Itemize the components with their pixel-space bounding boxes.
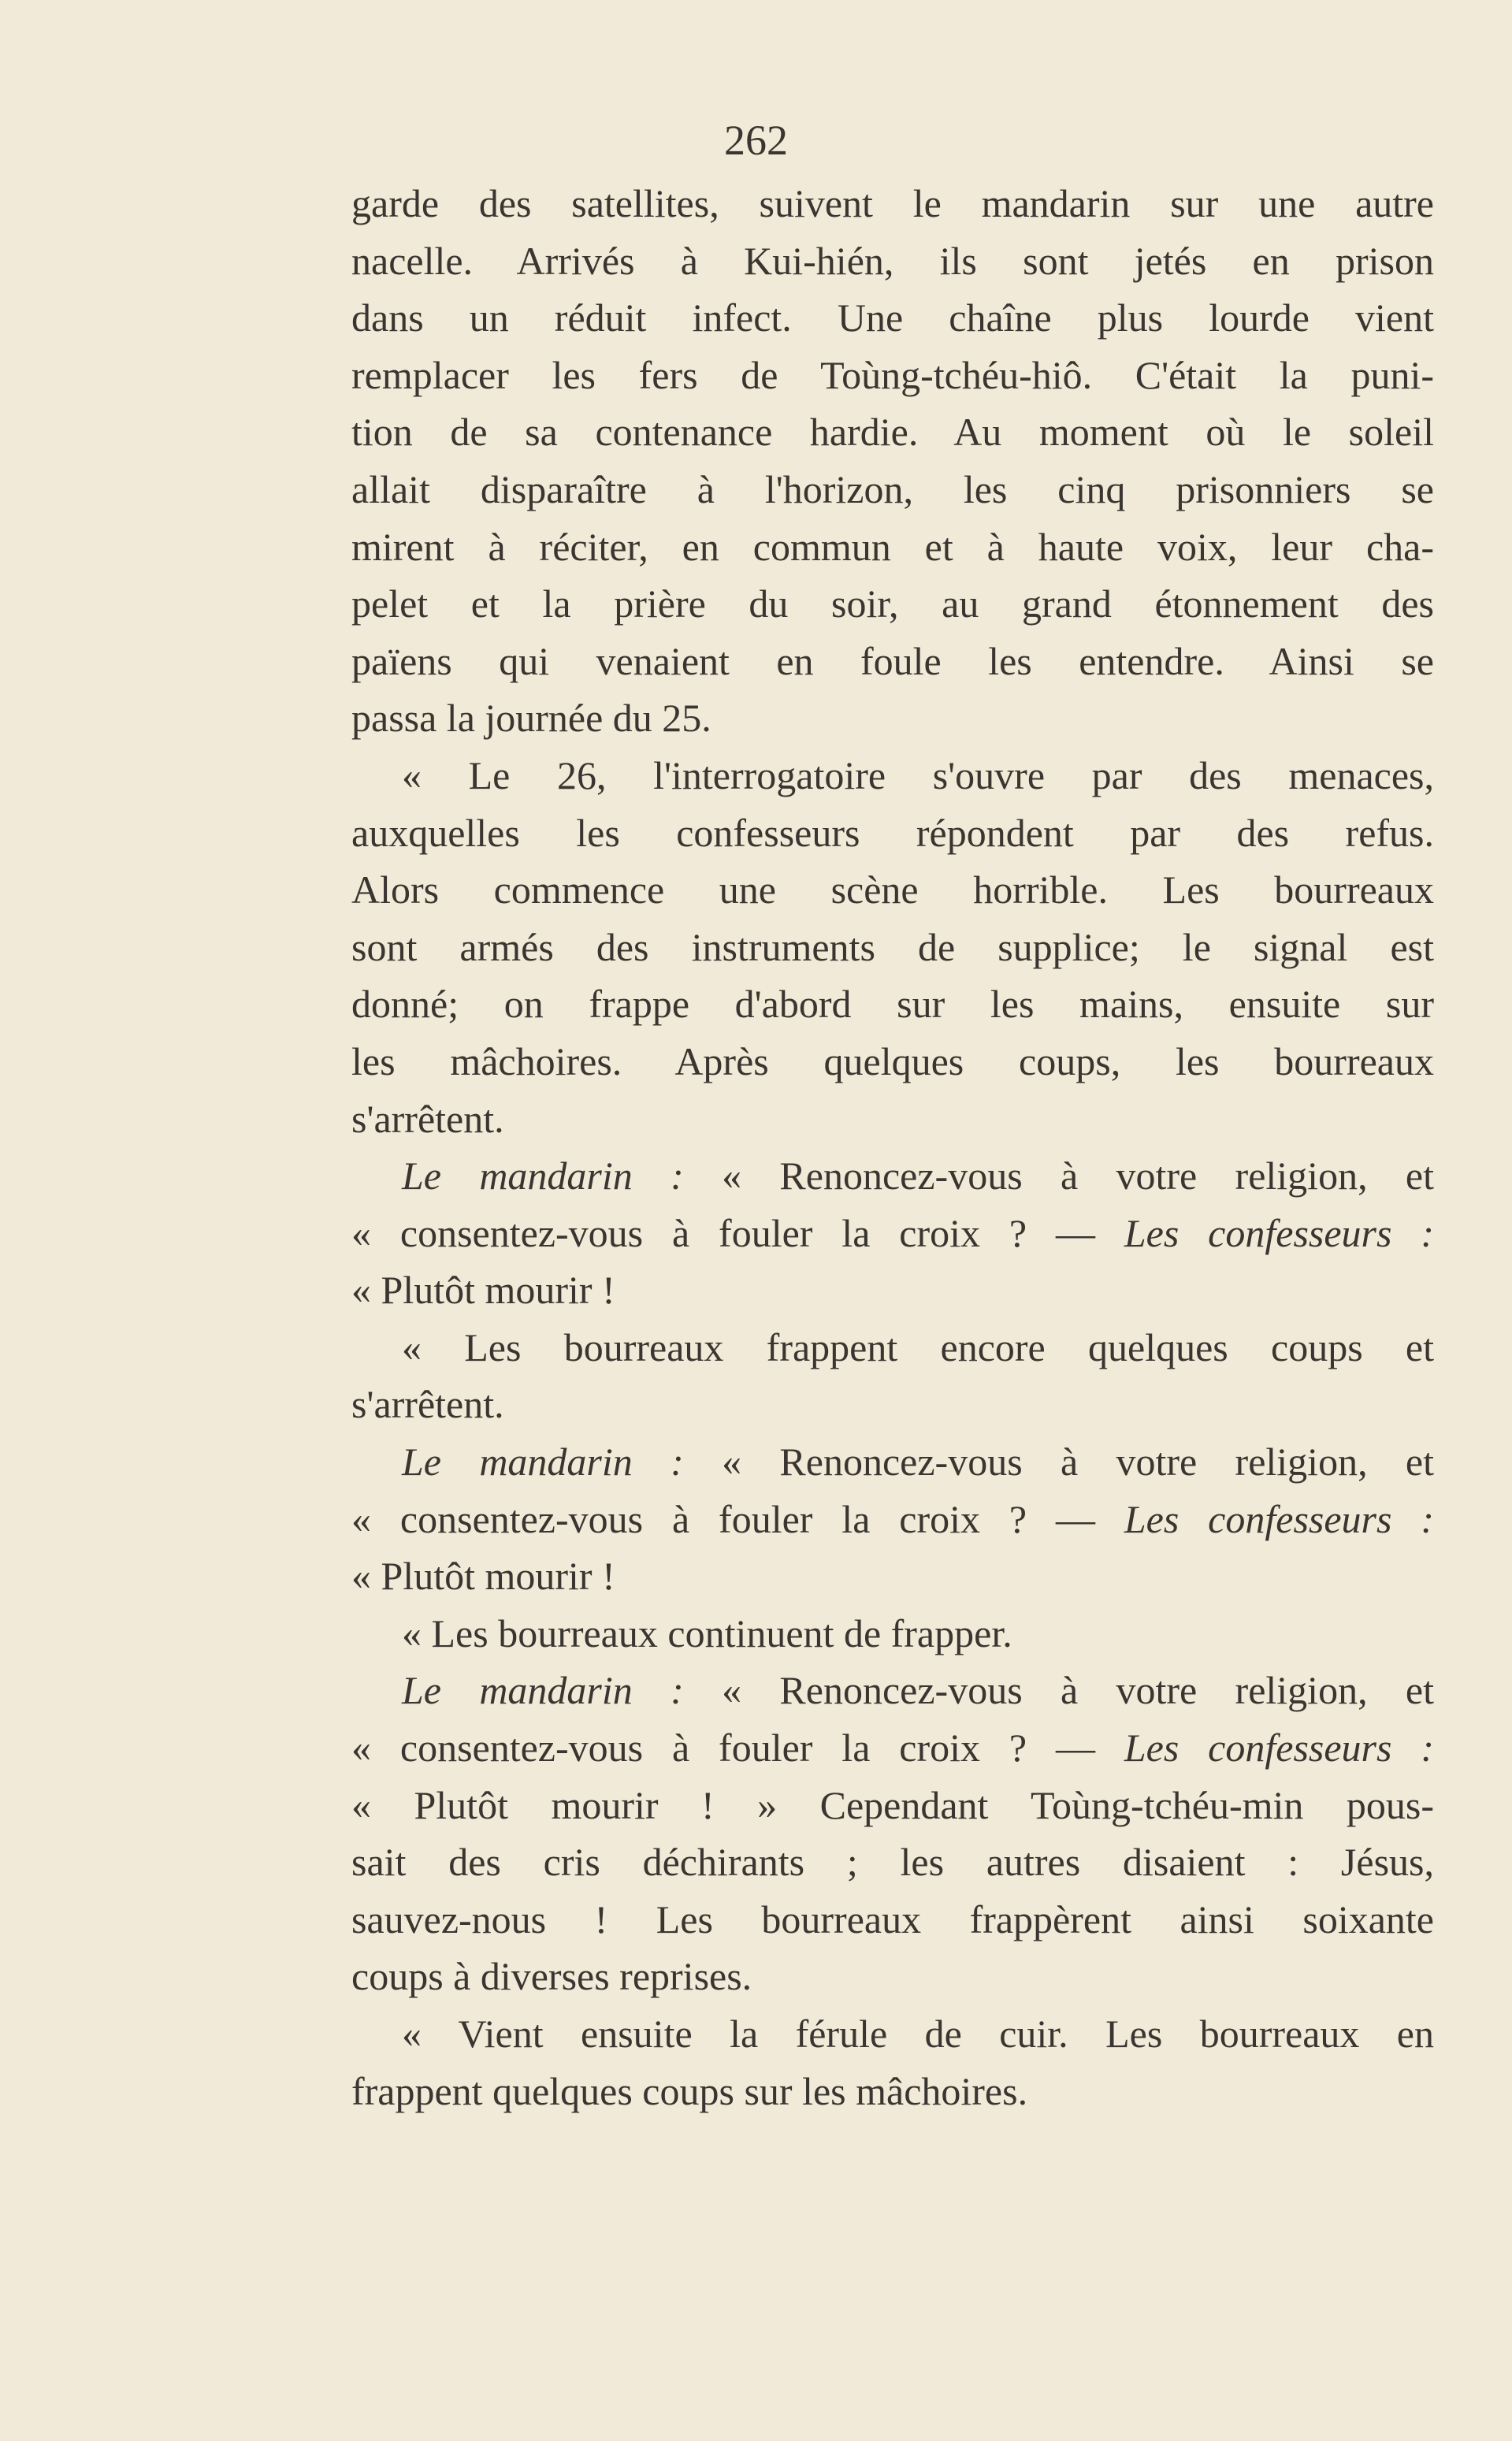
line-text: « Le 26, l'interrogatoire s'ouvre par des menaces, bbox=[402, 752, 1434, 797]
line-text: sauvez-nous ! Les bourreaux frappèrent ainsi soixante bbox=[351, 1897, 1434, 1941]
text-line bbox=[351, 975, 1434, 1033]
line-text: « Plutôt mourir ! » Cependant Toùng-tchéu-min pous- bbox=[351, 1782, 1434, 1827]
speaker-label: Le mandarin : bbox=[402, 1668, 684, 1713]
text-line bbox=[351, 1948, 1434, 2005]
line-text: s'arrêtent. bbox=[351, 1382, 504, 1427]
line-text: païens qui venaient en foule les entendre. Ainsi se bbox=[351, 638, 1434, 683]
text-line bbox=[351, 518, 1434, 576]
line-text: « Renoncez-vous à votre religion, et bbox=[683, 1440, 1434, 1484]
text-line bbox=[351, 861, 1434, 919]
text-line bbox=[351, 1147, 1434, 1205]
text-line bbox=[351, 1376, 1434, 1433]
speaker-label: Les confesseurs : bbox=[1124, 1210, 1434, 1255]
text-line bbox=[351, 1547, 1434, 1605]
text-line bbox=[351, 1319, 1434, 1377]
text-line bbox=[351, 1433, 1434, 1491]
text-line bbox=[351, 403, 1434, 461]
line-text: allait disparaître à l'horizon, les cinq prisonniers se bbox=[351, 466, 1434, 511]
line-text: dans un réduit infect. Une chaîne plus lourde vient bbox=[351, 295, 1434, 340]
speaker-label: Les confesseurs : bbox=[1124, 1726, 1434, 1770]
line-text: « Renoncez-vous à votre religion, et bbox=[683, 1668, 1434, 1713]
line-text: « Les bourreaux frappent encore quelques coups et bbox=[402, 1325, 1434, 1369]
text-line bbox=[351, 1834, 1434, 1891]
line-text: « Renoncez-vous à votre religion, et bbox=[683, 1154, 1434, 1198]
text-line bbox=[351, 1261, 1434, 1319]
page-number: 262 bbox=[724, 117, 788, 164]
text-line bbox=[351, 1719, 1434, 1777]
line-text: frappent quelques coups sur les mâchoires. bbox=[351, 2068, 1028, 2113]
line-text: « consentez-vous à fouler la croix ? — bbox=[351, 1210, 1124, 1255]
text-line bbox=[351, 232, 1434, 290]
text-line bbox=[351, 1777, 1434, 1834]
speaker-label: Le mandarin : bbox=[402, 1440, 684, 1484]
text-line bbox=[351, 747, 1434, 804]
line-text: sait des cris déchirants ; les autres disaient : Jésus, bbox=[351, 1840, 1434, 1885]
text-line bbox=[351, 289, 1434, 347]
text-line bbox=[351, 1033, 1434, 1090]
line-text: mirent à réciter, en commun et à haute voix, leur cha- bbox=[351, 524, 1434, 569]
line-text: « Les bourreaux continuent de frapper. bbox=[402, 1611, 1012, 1655]
speaker-label: Le mandarin : bbox=[402, 1154, 684, 1198]
text-line bbox=[351, 175, 1434, 232]
line-text: Alors commence une scène horrible. Les bourreaux bbox=[351, 868, 1434, 912]
text-line bbox=[351, 2005, 1434, 2063]
line-text: « consentez-vous à fouler la croix ? — bbox=[351, 1496, 1124, 1541]
line-text: « Plutôt mourir ! bbox=[351, 1268, 615, 1313]
text-line bbox=[351, 2063, 1434, 2120]
line-text: garde des satellites, suivent le mandarin sur une autre bbox=[351, 181, 1434, 225]
text-line bbox=[351, 919, 1434, 976]
line-text: « Plutôt mourir ! bbox=[351, 1554, 615, 1599]
text-line bbox=[351, 633, 1434, 690]
line-text: donné; on frappe d'abord sur les mains, ensuite sur bbox=[351, 982, 1434, 1027]
text-line bbox=[351, 575, 1434, 633]
line-text: auxquelles les confesseurs répondent par des refus. bbox=[351, 810, 1434, 855]
text-line bbox=[351, 1205, 1434, 1262]
text-line bbox=[351, 347, 1434, 404]
line-text: s'arrêtent. bbox=[351, 1096, 504, 1141]
body-text bbox=[351, 175, 1434, 2120]
line-text: remplacer les fers de Toùng-tchéu-hiô. C'était la puni- bbox=[351, 352, 1434, 397]
line-text: « consentez-vous à fouler la croix ? — bbox=[351, 1726, 1124, 1770]
speaker-label: Les confesseurs : bbox=[1124, 1496, 1434, 1541]
text-line bbox=[351, 461, 1434, 518]
line-text: passa la journée du 25. bbox=[351, 696, 711, 741]
text-line bbox=[351, 1662, 1434, 1719]
text-line bbox=[351, 1090, 1434, 1148]
text-line bbox=[351, 1491, 1434, 1548]
text-line bbox=[351, 804, 1434, 862]
line-text: pelet et la prière du soir, au grand étonnement des bbox=[351, 581, 1434, 626]
text-line bbox=[351, 1891, 1434, 1949]
line-text: sont armés des instruments de supplice; le signal est bbox=[351, 924, 1434, 969]
line-text: nacelle. Arrivés à Kui-hién, ils sont jetés en prison bbox=[351, 238, 1434, 283]
line-text: les mâchoires. Après quelques coups, les bourreaux bbox=[351, 1038, 1434, 1083]
line-text: « Vient ensuite la férule de cuir. Les bourreaux en bbox=[402, 2012, 1434, 2056]
line-text: coups à diverses reprises. bbox=[351, 1954, 752, 1999]
line-text: tion de sa contenance hardie. Au moment où le soleil bbox=[351, 410, 1434, 455]
text-line bbox=[351, 1605, 1434, 1663]
text-line bbox=[351, 689, 1434, 747]
